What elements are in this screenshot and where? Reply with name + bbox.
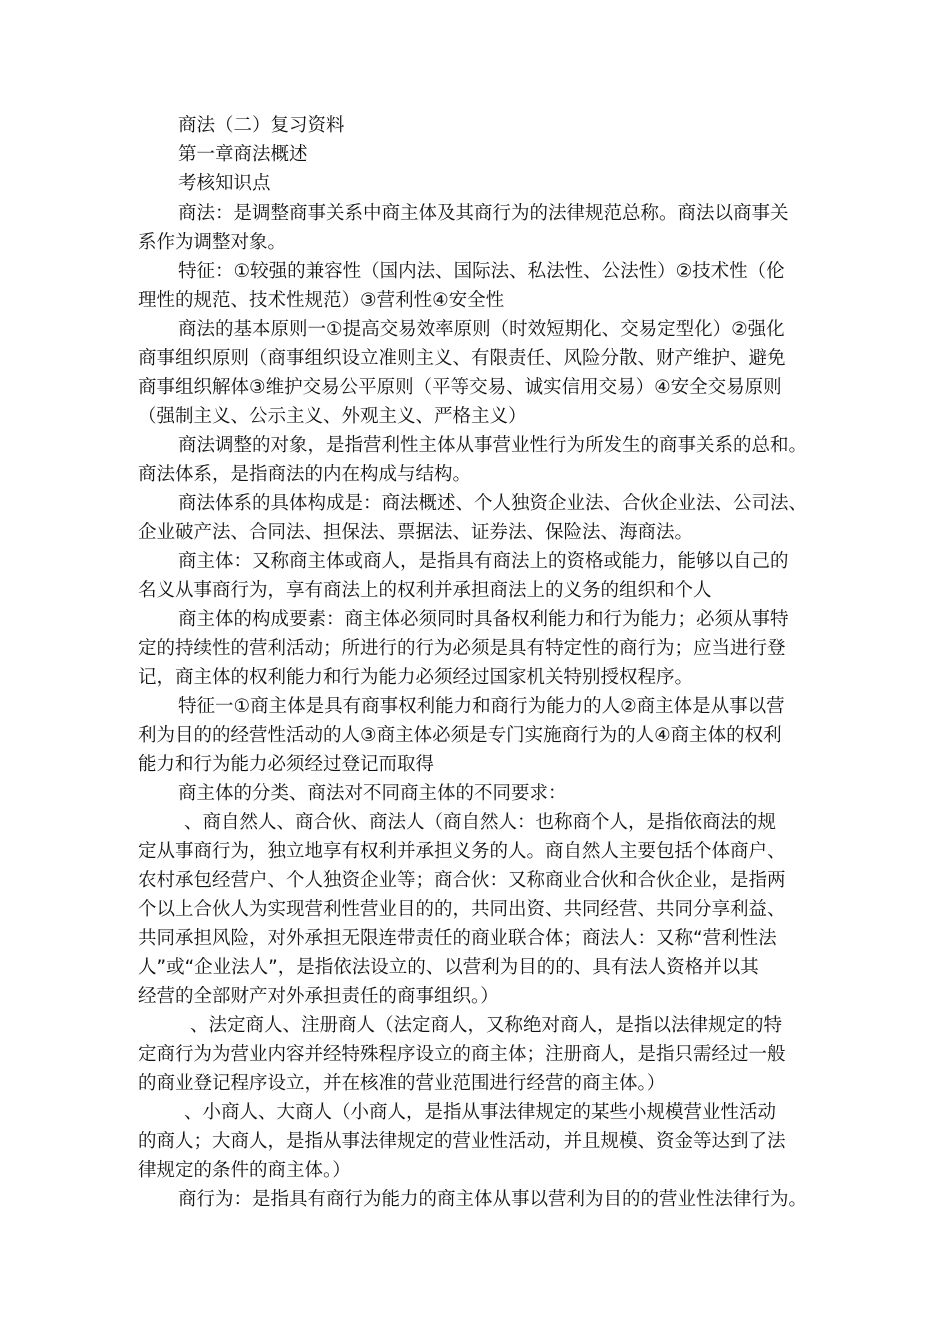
text-line: 商事组织解体③维护交易公平原则（平等交易、诚实信用交易）④安全交易原则 — [138, 377, 782, 398]
text-line: 的商人；大商人，是指从事法律规定的营业性活动，并且规模、资金等达到了法 — [138, 1131, 786, 1152]
text-line: 定商行为为营业内容并经特殊程序设立的商主体；注册商人，是指只需经过一般 — [138, 1044, 786, 1065]
text-line: 商事组织原则（商事组织设立准则主义、有限责任、风险分散、财产维护、避免 — [138, 348, 786, 369]
text-line: 定从事商行为，独立地享有权利并承担义务的人。商自然人主要包括个体商户、 — [138, 841, 786, 862]
text-line: 利为目的的经营性活动的人③商主体必须是专门实施商行为的人④商主体的权利 — [138, 725, 782, 746]
text-line: 人”或“企业法人”，是指依法设立的、以营利为目的的、具有法人资格并以其 — [138, 957, 759, 978]
text-line: 律规定的条件的商主体。） — [138, 1160, 351, 1181]
text-line: 商行为：是指具有商行为能力的商主体从事以营利为目的的营业性法律行为。 — [178, 1189, 808, 1210]
text-line: 、法定商人、注册商人（法定商人，又称绝对商人，是指以法律规定的特 — [190, 1015, 783, 1036]
chapter-title: 第一章商法概述 — [178, 144, 308, 165]
text-line: 商法体系的具体构成是：商法概述、个人独资企业法、合伙企业法、公司法、 — [178, 493, 808, 514]
text-line: 特征一①商主体是具有商事权利能力和商行为能力的人②商主体是从事以营 — [178, 696, 785, 717]
text-line: 、商自然人、商合伙、商法人（商自然人：也称商个人，是指依商法的规 — [184, 812, 777, 833]
text-line: 、小商人、大商人（小商人，是指从事法律规定的某些小规模营业性活动 — [184, 1102, 777, 1123]
text-line: 商法调整的对象，是指营利性主体从事营业性行为所发生的商事关系的总和。 — [178, 435, 808, 456]
section-heading: 考核知识点 — [178, 173, 271, 194]
text-line: 理性的规范、技术性规范）③营利性④安全性 — [138, 290, 505, 311]
text-line: 商法的基本原则一①提高交易效率原则（时效短期化、交易定型化）②强化 — [178, 319, 785, 340]
text-line: 系作为调整对象。 — [138, 232, 287, 253]
text-line: 名义从事商行为，享有商法上的权利并承担商法上的义务的组织和个人 — [138, 580, 712, 601]
text-line: 商主体：又称商主体或商人，是指具有商法上的资格或能力，能够以自己的 — [178, 551, 789, 572]
text-line: 特征：①较强的兼容性（国内法、国际法、私法性、公法性）②技术性（伦 — [178, 261, 785, 282]
text-line: （强制主义、公示主义、外观主义、严格主义） — [138, 406, 527, 427]
text-line: 经营的全部财产对外承担责任的商事组织。） — [138, 986, 499, 1007]
text-line: 农村承包经营户、个人独资企业等；商合伙：又称商业合伙和合伙企业，是指两 — [138, 870, 786, 891]
text-line: 个以上合伙人为实现营利性营业目的的，共同出资、共同经营、共同分享利益、 — [138, 899, 786, 920]
text-line: 能力和行为能力必须经过登记而取得 — [138, 754, 435, 775]
text-line: 商主体的分类、商法对不同商主体的不同要求： — [178, 783, 567, 804]
text-line: 商主体的构成要素：商主体必须同时具备权利能力和行为能力；必须从事特 — [178, 609, 789, 630]
text-line: 的商业登记程序设立，并在核准的营业范围进行经营的商主体。） — [138, 1073, 666, 1094]
text-line: 企业破产法、合同法、担保法、票据法、证券法、保险法、海商法。 — [138, 522, 694, 543]
text-line: 定的持续性的营利活动；所进行的行为必须是具有特定性的商行为；应当进行登 — [138, 638, 786, 659]
text-line: 共同承担风险，对外承担无限连带责任的商业联合体；商法人：又称“营利性法 — [138, 928, 777, 949]
doc-title: 商法（二）复习资料 — [178, 115, 345, 136]
text-line: 记，商主体的权利能力和行为能力必须经过国家机关特别授权程序。 — [138, 667, 694, 688]
text-line: 商法体系，是指商法的内在构成与结构。 — [138, 464, 472, 485]
text-line: 商法：是调整商事关系中商主体及其商行为的法律规范总称。商法以商事关 — [178, 203, 789, 224]
